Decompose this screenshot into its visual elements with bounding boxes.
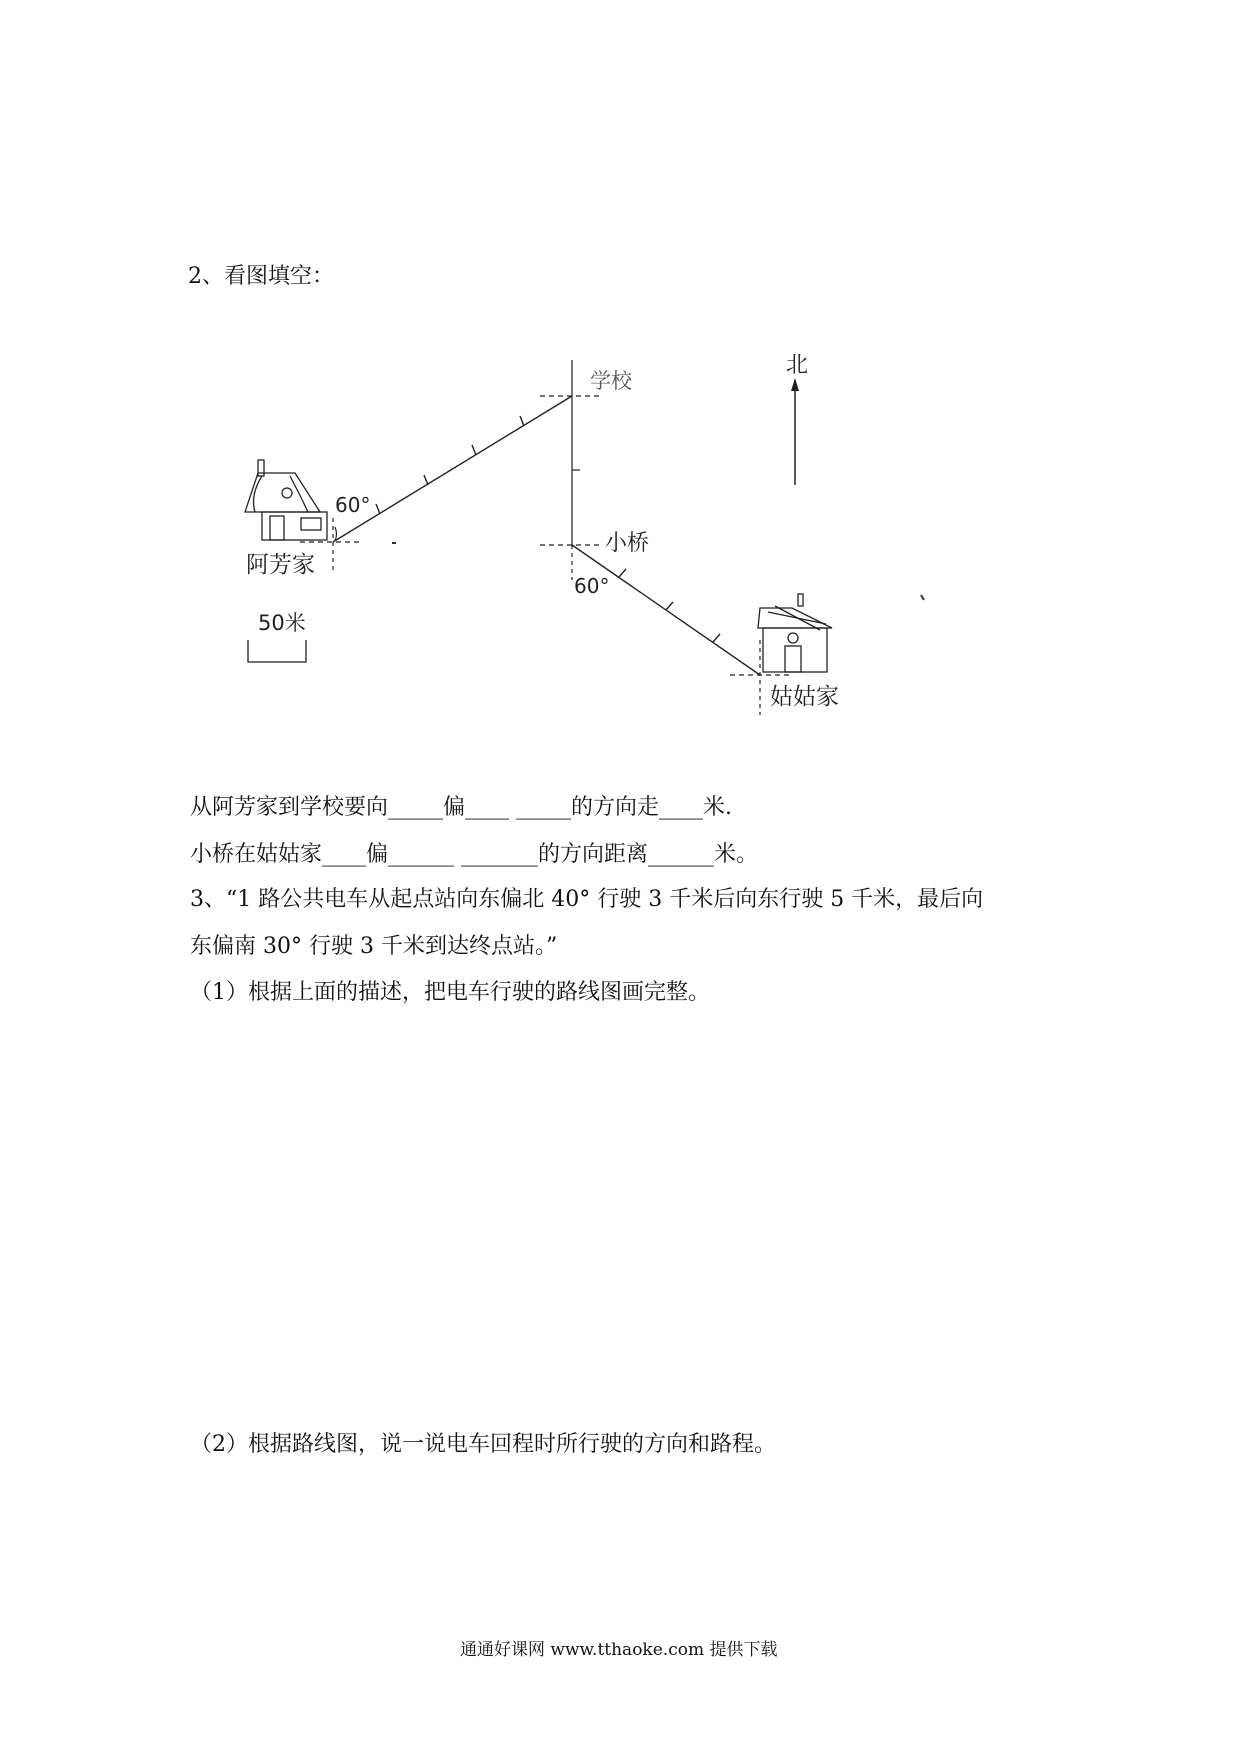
aunt-home-label: 姑姑家 xyxy=(770,684,839,710)
route-home-to-school xyxy=(333,396,572,542)
afang-home-label: 阿芳家 xyxy=(246,552,315,578)
angle-label-bridge: 60° xyxy=(574,574,610,598)
direction-diagram xyxy=(0,0,1240,760)
school-label: 学校 xyxy=(590,369,632,393)
question-3-part-1: （1）根据上面的描述，把电车行驶的路线图画完整。 xyxy=(190,980,710,1005)
scale-bar xyxy=(248,640,306,662)
page-footer: 通通好课网 www.tthaoke.com 提供下载 xyxy=(460,1640,778,1660)
question-3-line-1: 3、“1 路公共电车从起点站向东偏北 40° 行驶 3 千米后向东行驶 5 千米，最后向 xyxy=(190,887,984,912)
question-3-part-2: （2）根据路线图，说一说电车回程时所行驶的方向和路程。 xyxy=(190,1432,776,1457)
question-2-line-2: 小桥在姑姑家____偏______ _______的方向距离______米。 xyxy=(190,842,758,867)
question-3-line-2: 东偏南 30° 行驶 3 千米到达终点站。” xyxy=(190,934,558,959)
north-arrow-icon xyxy=(791,378,799,485)
aunt-house-icon xyxy=(758,594,832,672)
stray-mark xyxy=(921,595,924,600)
route-bridge-to-aunt xyxy=(572,545,760,675)
afang-house-icon xyxy=(245,460,327,540)
scale-label: 50米 xyxy=(258,611,306,635)
question-2-line-1: 从阿芳家到学校要向_____偏____ _____的方向走____米. xyxy=(190,795,732,820)
question-2-heading: 2、看图填空： xyxy=(188,264,334,289)
north-label: 北 xyxy=(786,353,809,378)
bridge-label: 小桥 xyxy=(605,531,650,556)
angle-label-home: 60° xyxy=(335,493,371,517)
